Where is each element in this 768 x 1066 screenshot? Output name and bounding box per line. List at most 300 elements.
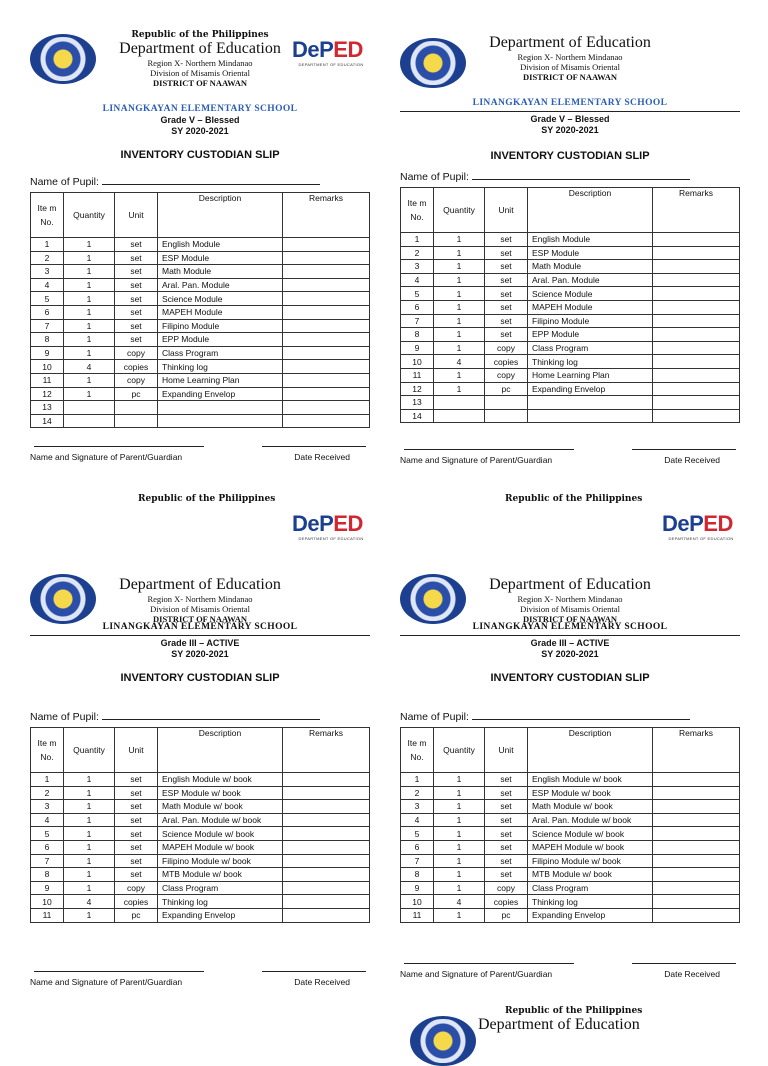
description-cell: EPP Module	[528, 328, 653, 342]
parent-signature-label: Name and Signature of Parent/Guardian	[30, 976, 183, 987]
unit-cell: set	[115, 773, 158, 787]
quantity-cell: 1	[64, 265, 115, 279]
description-cell: Aral. Pan. Module w/ book	[528, 813, 653, 827]
slip-title: INVENTORY CUSTODIAN SLIP	[490, 672, 650, 684]
table-row	[401, 287, 740, 301]
date-received-label: Date Received	[664, 455, 720, 466]
quantity-cell: 4	[434, 895, 485, 909]
quantity-cell: 1	[434, 246, 485, 260]
column-header-unit: Unit	[115, 193, 158, 238]
table-row	[31, 881, 370, 895]
unit-cell	[485, 396, 528, 410]
table-row	[401, 341, 740, 355]
unit-cell: set	[115, 292, 158, 306]
remarks-cell	[653, 341, 740, 355]
description-cell: Thinking log	[528, 895, 653, 909]
slip-title: INVENTORY CUSTODIAN SLIP	[120, 149, 280, 161]
description-cell: Home Learning Plan	[158, 373, 283, 387]
remarks-cell	[653, 233, 740, 247]
table-row	[31, 360, 370, 374]
column-header-description: Description	[528, 728, 653, 773]
column-header-item: Ite m No.	[401, 188, 434, 233]
column-header-item: Ite m No.	[401, 728, 434, 773]
item-no-cell: 11	[31, 373, 64, 387]
item-no-cell: 14	[401, 409, 434, 423]
quantity-cell: 1	[64, 868, 115, 882]
unit-cell: copies	[485, 895, 528, 909]
pupil-name-field[interactable]: Name of Pupil:	[30, 710, 370, 723]
description-cell: ESP Module	[158, 251, 283, 265]
remarks-cell	[653, 300, 740, 314]
unit-cell: set	[485, 273, 528, 287]
parent-signature-label: Name and Signature of Parent/Guardian	[400, 968, 553, 979]
slip-header	[30, 510, 370, 622]
unit-cell: set	[485, 328, 528, 342]
deped-logo: DePED DEPARTMENT OF EDUCATION	[292, 511, 364, 541]
quantity-cell: 1	[64, 346, 115, 360]
remarks-cell	[653, 287, 740, 301]
unit-cell: pc	[485, 908, 528, 922]
unit-cell: set	[115, 238, 158, 252]
remarks-cell	[283, 373, 370, 387]
description-cell	[528, 396, 653, 410]
pupil-name-field[interactable]: Name of Pupil:	[400, 170, 740, 183]
table-row	[31, 827, 370, 841]
quantity-cell: 1	[434, 840, 485, 854]
description-cell: Filipino Module w/ book	[158, 854, 283, 868]
column-header-quantity: Quantity	[64, 728, 115, 773]
quantity-cell: 1	[434, 300, 485, 314]
remarks-cell	[283, 813, 370, 827]
item-no-cell: 2	[401, 786, 434, 800]
unit-cell: copy	[485, 881, 528, 895]
table-row	[401, 233, 740, 247]
signature-block	[400, 449, 740, 481]
remarks-cell	[283, 333, 370, 347]
table-row	[31, 319, 370, 333]
unit-cell: set	[485, 854, 528, 868]
quantity-cell: 1	[64, 773, 115, 787]
school-year: SY 2020-2021	[171, 126, 229, 136]
district-label: DISTRICT OF NAAWAN	[523, 72, 617, 82]
remarks-cell	[283, 868, 370, 882]
remarks-cell	[283, 305, 370, 319]
remarks-cell	[283, 881, 370, 895]
remarks-cell	[283, 292, 370, 306]
unit-cell: set	[115, 265, 158, 279]
item-no-cell: 1	[31, 238, 64, 252]
table-row	[401, 868, 740, 882]
remarks-cell	[283, 908, 370, 922]
unit-cell: set	[115, 305, 158, 319]
description-cell: Expanding Envelop	[528, 382, 653, 396]
column-header-unit: Unit	[115, 728, 158, 773]
description-cell: Math Module	[158, 265, 283, 279]
remarks-cell	[283, 414, 370, 428]
table-row	[31, 414, 370, 428]
republic-label: Republic of the Philippines	[505, 494, 643, 504]
quantity-cell: 1	[434, 773, 485, 787]
table-row	[401, 273, 740, 287]
unit-cell: set	[485, 300, 528, 314]
column-header-description: Description	[158, 193, 283, 238]
remarks-cell	[283, 773, 370, 787]
item-no-cell: 6	[401, 300, 434, 314]
table-row	[31, 387, 370, 401]
item-no-cell: 10	[401, 895, 434, 909]
grade-label: Grade V – Blessed	[530, 114, 610, 124]
description-cell: Home Learning Plan	[528, 368, 653, 382]
description-cell	[158, 414, 283, 428]
table-row	[401, 773, 740, 787]
unit-cell: copies	[485, 355, 528, 369]
district-label: DISTRICT OF NAAWAN	[523, 614, 617, 624]
table-row	[401, 800, 740, 814]
region-label: Region X- Northern Mindanao	[517, 52, 623, 62]
unit-cell: copy	[115, 881, 158, 895]
quantity-cell: 1	[64, 881, 115, 895]
school-name: LINANGKAYAN ELEMENTARY SCHOOL	[102, 622, 298, 632]
quantity-cell: 4	[434, 355, 485, 369]
item-no-cell: 1	[401, 233, 434, 247]
department-title: Department of Education	[489, 576, 651, 593]
republic-label: Republic of the Philippines	[138, 494, 276, 504]
remarks-cell	[283, 854, 370, 868]
item-no-cell: 5	[31, 292, 64, 306]
unit-cell: set	[115, 813, 158, 827]
column-header-unit: Unit	[485, 728, 528, 773]
description-cell: Thinking log	[528, 355, 653, 369]
description-cell	[528, 409, 653, 423]
quantity-cell: 4	[64, 360, 115, 374]
description-cell: Math Module	[528, 260, 653, 274]
unit-cell: set	[485, 868, 528, 882]
remarks-cell	[653, 908, 740, 922]
quantity-cell: 1	[64, 800, 115, 814]
item-no-cell: 7	[31, 854, 64, 868]
slip-bottom-right	[400, 510, 740, 995]
table-header-row	[401, 188, 740, 233]
quantity-cell: 1	[434, 854, 485, 868]
unit-cell: copy	[115, 346, 158, 360]
remarks-cell	[653, 881, 740, 895]
unit-cell: set	[485, 260, 528, 274]
remarks-cell	[653, 827, 740, 841]
remarks-cell	[653, 382, 740, 396]
unit-cell: copies	[115, 895, 158, 909]
signature-block	[400, 963, 740, 995]
slip-top-left	[30, 30, 370, 478]
table-row	[401, 260, 740, 274]
column-header-remarks: Remarks	[283, 193, 370, 238]
unit-cell: pc	[485, 382, 528, 396]
description-cell: English Module w/ book	[158, 773, 283, 787]
remarks-cell	[283, 401, 370, 415]
item-no-cell: 2	[31, 786, 64, 800]
remarks-cell	[283, 346, 370, 360]
description-cell: Aral. Pan. Module w/ book	[158, 813, 283, 827]
table-row	[401, 827, 740, 841]
table-row	[31, 373, 370, 387]
unit-cell	[115, 414, 158, 428]
description-cell: Aral. Pan. Module	[528, 273, 653, 287]
table-row	[31, 292, 370, 306]
unit-cell: set	[115, 333, 158, 347]
table-row	[31, 305, 370, 319]
remarks-cell	[283, 265, 370, 279]
region-label: Region X- Northern Mindanao	[147, 58, 253, 68]
table-row	[31, 908, 370, 922]
item-no-cell: 12	[401, 382, 434, 396]
table-row	[401, 328, 740, 342]
quantity-cell: 1	[434, 868, 485, 882]
table-row	[401, 382, 740, 396]
unit-cell: set	[485, 773, 528, 787]
table-row	[31, 278, 370, 292]
slip-header	[400, 34, 740, 98]
item-no-cell: 6	[401, 840, 434, 854]
item-no-cell: 8	[401, 868, 434, 882]
inventory-table	[400, 187, 740, 423]
description-cell: ESP Module	[528, 246, 653, 260]
column-header-item: Ite m No.	[31, 728, 64, 773]
item-no-cell: 9	[401, 341, 434, 355]
deped-seal-icon	[400, 38, 466, 88]
description-cell	[158, 401, 283, 415]
column-header-description: Description	[528, 188, 653, 233]
item-no-cell: 8	[31, 868, 64, 882]
table-row	[401, 314, 740, 328]
column-header-item: Ite m No.	[31, 193, 64, 238]
quantity-cell: 4	[64, 895, 115, 909]
remarks-cell	[653, 773, 740, 787]
remarks-cell	[653, 854, 740, 868]
description-cell: MAPEH Module w/ book	[158, 840, 283, 854]
quantity-cell: 1	[434, 341, 485, 355]
item-no-cell: 6	[31, 305, 64, 319]
description-cell: ESP Module w/ book	[528, 786, 653, 800]
unit-cell: set	[485, 800, 528, 814]
item-no-cell: 3	[31, 800, 64, 814]
table-row	[31, 895, 370, 909]
description-cell: English Module	[528, 233, 653, 247]
quantity-cell: 1	[434, 287, 485, 301]
item-no-cell: 11	[31, 908, 64, 922]
table-row	[31, 333, 370, 347]
item-no-cell: 10	[31, 895, 64, 909]
remarks-cell	[653, 368, 740, 382]
remarks-cell	[653, 314, 740, 328]
table-row	[401, 396, 740, 410]
column-header-unit: Unit	[485, 188, 528, 233]
division-label: Division of Misamis Oriental	[520, 62, 620, 72]
grade-label: Grade III – ACTIVE	[530, 638, 610, 648]
column-header-quantity: Quantity	[434, 188, 485, 233]
quantity-cell: 1	[434, 813, 485, 827]
quantity-cell: 1	[64, 305, 115, 319]
unit-cell: copies	[115, 360, 158, 374]
description-cell: Expanding Envelop	[158, 908, 283, 922]
quantity-cell: 1	[64, 238, 115, 252]
item-no-cell: 2	[31, 251, 64, 265]
table-row	[401, 786, 740, 800]
description-cell: MTB Module w/ book	[158, 868, 283, 882]
table-row	[401, 409, 740, 423]
description-cell: Thinking log	[158, 360, 283, 374]
unit-cell: set	[115, 786, 158, 800]
item-no-cell: 7	[401, 854, 434, 868]
remarks-cell	[283, 895, 370, 909]
item-no-cell: 5	[401, 287, 434, 301]
quantity-cell: 1	[434, 908, 485, 922]
item-no-cell: 13	[401, 396, 434, 410]
description-cell: Science Module w/ book	[528, 827, 653, 841]
school-name: LINANGKAYAN ELEMENTARY SCHOOL	[102, 104, 298, 114]
table-row	[401, 300, 740, 314]
quantity-cell: 1	[434, 786, 485, 800]
column-header-quantity: Quantity	[64, 193, 115, 238]
item-no-cell: 5	[31, 827, 64, 841]
item-no-cell: 12	[31, 387, 64, 401]
item-no-cell: 9	[31, 346, 64, 360]
remarks-cell	[283, 360, 370, 374]
remarks-cell	[653, 800, 740, 814]
quantity-cell: 1	[434, 273, 485, 287]
pupil-name-field[interactable]: Name of Pupil:	[400, 710, 740, 723]
quantity-cell: 1	[64, 813, 115, 827]
quantity-cell: 1	[64, 278, 115, 292]
item-no-cell: 5	[401, 827, 434, 841]
remarks-cell	[653, 328, 740, 342]
unit-cell: set	[115, 251, 158, 265]
description-cell: Filipino Module	[528, 314, 653, 328]
table-header-row	[31, 728, 370, 773]
remarks-cell	[653, 260, 740, 274]
description-cell: English Module	[158, 238, 283, 252]
date-received-label: Date Received	[294, 976, 350, 987]
remarks-cell	[283, 319, 370, 333]
description-cell: Science Module w/ book	[158, 827, 283, 841]
item-no-cell: 13	[31, 401, 64, 415]
quantity-cell: 1	[64, 251, 115, 265]
parent-signature-label: Name and Signature of Parent/Guardian	[30, 452, 183, 463]
description-cell: MAPEH Module	[158, 305, 283, 319]
quantity-cell: 1	[434, 827, 485, 841]
table-row	[401, 840, 740, 854]
quantity-cell: 1	[64, 827, 115, 841]
quantity-cell: 1	[64, 292, 115, 306]
item-no-cell: 3	[401, 260, 434, 274]
column-header-quantity: Quantity	[434, 728, 485, 773]
district-label: DISTRICT OF NAAWAN	[153, 614, 247, 624]
school-year: SY 2020-2021	[171, 649, 229, 659]
quantity-cell: 1	[434, 881, 485, 895]
description-cell: Class Program	[528, 341, 653, 355]
remarks-cell	[283, 840, 370, 854]
quantity-cell: 1	[434, 260, 485, 274]
item-no-cell: 7	[31, 319, 64, 333]
division-label: Division of Misamis Oriental	[150, 68, 250, 78]
school-year: SY 2020-2021	[541, 649, 599, 659]
table-row	[31, 854, 370, 868]
table-row	[401, 908, 740, 922]
unit-cell: set	[115, 319, 158, 333]
item-no-cell: 10	[31, 360, 64, 374]
table-header-row	[31, 193, 370, 238]
quantity-cell: 1	[64, 319, 115, 333]
item-no-cell: 7	[401, 314, 434, 328]
column-header-description: Description	[158, 728, 283, 773]
table-row	[401, 881, 740, 895]
unit-cell: set	[115, 800, 158, 814]
unit-cell: set	[115, 868, 158, 882]
table-row	[401, 246, 740, 260]
description-cell: Expanding Envelop	[158, 387, 283, 401]
unit-cell: set	[485, 786, 528, 800]
date-received-label: Date Received	[294, 452, 350, 463]
unit-cell: copy	[485, 341, 528, 355]
remarks-cell	[653, 396, 740, 410]
table-row	[31, 773, 370, 787]
republic-label: Republic of the Philippines	[131, 30, 269, 40]
grade-label: Grade III – ACTIVE	[160, 638, 240, 648]
quantity-cell: 1	[64, 373, 115, 387]
description-cell: Thinking log	[158, 895, 283, 909]
remarks-cell	[653, 409, 740, 423]
quantity-cell: 1	[64, 840, 115, 854]
table-row	[31, 265, 370, 279]
description-cell: Science Module	[158, 292, 283, 306]
description-cell: Filipino Module	[158, 319, 283, 333]
item-no-cell: 6	[31, 840, 64, 854]
unit-cell: set	[115, 278, 158, 292]
column-header-remarks: Remarks	[653, 728, 740, 773]
division-label: Division of Misamis Oriental	[520, 604, 620, 614]
quantity-cell	[64, 414, 115, 428]
remarks-cell	[283, 238, 370, 252]
quantity-cell: 1	[434, 233, 485, 247]
item-no-cell: 9	[31, 881, 64, 895]
remarks-cell	[653, 895, 740, 909]
remarks-cell	[653, 273, 740, 287]
item-no-cell: 3	[401, 800, 434, 814]
quantity-cell: 1	[64, 387, 115, 401]
table-row	[31, 346, 370, 360]
quantity-cell: 1	[64, 854, 115, 868]
deped-logo: DePED DEPARTMENT OF EDUCATION	[292, 37, 364, 67]
table-row	[401, 895, 740, 909]
pupil-name-field[interactable]: Name of Pupil:	[30, 175, 370, 188]
date-received-label: Date Received	[664, 968, 720, 979]
quantity-cell: 1	[64, 908, 115, 922]
signature-block	[30, 971, 370, 1003]
department-title: Department of Education	[478, 1016, 640, 1033]
unit-cell: set	[485, 246, 528, 260]
deped-seal-icon	[30, 34, 96, 84]
item-no-cell: 8	[401, 328, 434, 342]
description-cell: ESP Module w/ book	[158, 786, 283, 800]
remarks-cell	[653, 813, 740, 827]
republic-label: Republic of the Philippines	[505, 1006, 643, 1016]
school-year: SY 2020-2021	[541, 125, 599, 135]
column-header-remarks: Remarks	[283, 728, 370, 773]
grade-label: Grade V – Blessed	[160, 115, 240, 125]
item-no-cell: 11	[401, 908, 434, 922]
department-title: Department of Education	[119, 576, 281, 593]
department-title: Department of Education	[489, 34, 651, 51]
description-cell: EPP Module	[158, 333, 283, 347]
description-cell: Expanding Envelop	[528, 908, 653, 922]
